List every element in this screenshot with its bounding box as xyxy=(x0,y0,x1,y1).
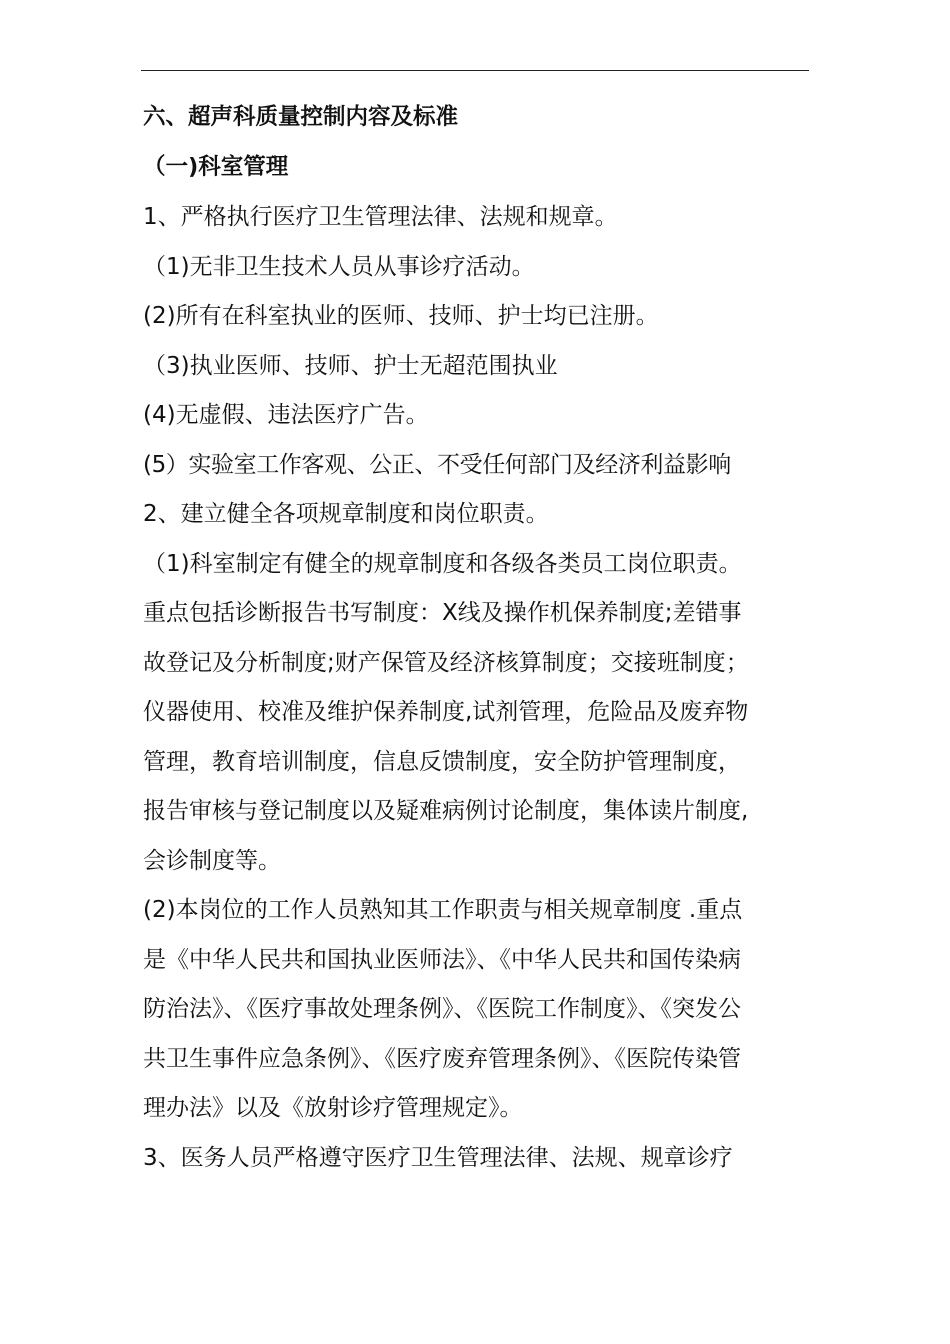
paragraph-line: (4)无虚假、违法医疗广告。 xyxy=(143,402,429,428)
paragraph-line: 仪器使用、校准及维护保养制度,试剂管理，危险品及废弃物 xyxy=(143,699,749,725)
paragraph-line: 理办法》以及《放射诊疗管理规定》。 xyxy=(143,1095,523,1121)
paragraph-line: 是《中华人民共和国执业医师法》、《中华人民共和国传染病 xyxy=(143,946,741,973)
paragraph-line: 2、建立健全各项规章制度和岗位职责。 xyxy=(143,501,549,527)
subsection-heading: （一)科室管理 xyxy=(143,154,289,180)
paragraph-line: 报告审核与登记制度以及疑难病例讨论制度，集体读片制度, xyxy=(143,798,749,824)
paragraph-line: 故登记及分析制度;财产保管及经济核算制度；交接班制度； xyxy=(143,649,749,676)
header-rule xyxy=(141,70,809,71)
paragraph-line: 防治法》、《医疗事故处理条例》、《医院工作制度》、《突发公 xyxy=(143,996,741,1022)
section-heading: 六、超声科质量控制内容及标准 xyxy=(143,104,459,130)
paragraph-line: (5）实验室工作客观、公正、不受任何部门及经济利益影响 xyxy=(143,451,731,478)
paragraph-line: (2)本岗位的工作人员熟知其工作职责与相关规章制度 .重点 xyxy=(143,897,743,923)
paragraph-line: 会诊制度等。 xyxy=(143,847,281,874)
paragraph-line: 3、医务人员严格遵守医疗卫生管理法律、法规、规章诊疗 xyxy=(143,1144,733,1171)
paragraph-line: （1)科室制定有健全的规章制度和各级各类员工岗位职责。 xyxy=(143,550,742,577)
paragraph-line: 重点包括诊断报告书写制度：X线及操作机保养制度;差错事 xyxy=(143,600,742,626)
paragraph-line: 1、严格执行医疗卫生管理法律、法规和规章。 xyxy=(143,204,618,230)
paragraph-line: 管理，教育培训制度，信息反馈制度，安全防护管理制度， xyxy=(143,748,741,775)
document-body xyxy=(143,93,811,1183)
paragraph-line: 共卫生事件应急条例》、《医疗废弃管理条例》、《医院传染管 xyxy=(143,1045,741,1072)
paragraph-line: (2)所有在科室执业的医师、技师、护士均已注册。 xyxy=(143,303,659,329)
paragraph-line: （1)无非卫生技术人员从事诊疗活动。 xyxy=(143,253,535,280)
paragraph-line: （3)执业医师、技师、护士无超范围执业 xyxy=(143,352,558,379)
